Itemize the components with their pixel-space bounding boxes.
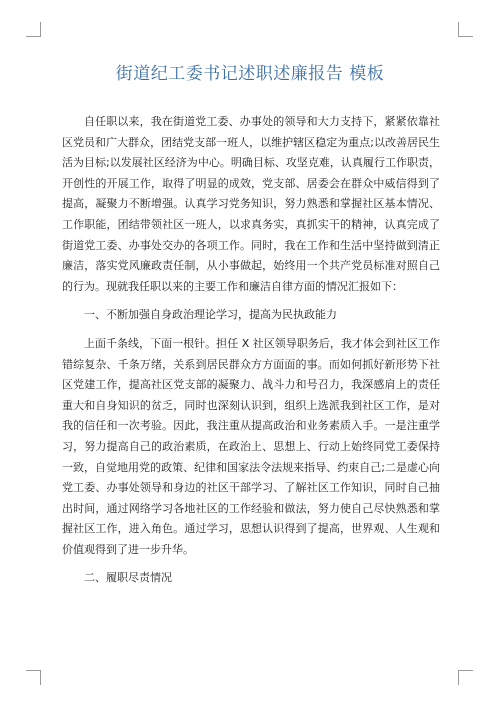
section-heading-1: 一、不断加强自身政治理论学习，提高为民执政能力 — [84, 308, 337, 322]
crop-mark-bottom-right — [458, 670, 473, 685]
crop-mark-top-left — [26, 22, 41, 37]
document-body — [62, 112, 440, 589]
document-title: 街道纪工委书记述职述廉报告 模板 — [115, 64, 385, 84]
crop-mark-top-right — [458, 22, 473, 37]
section-1-paragraph: 上面千条线，下面一根针。担任 X 社区领导职务后，我才体会到社区工作错综复杂、千条万绪，关系到居民群众方方面面的事。而如何抓好新形势下社区党建工作，提高社区党支部的凝聚力、战斗力和号召力，我深感肩上的责任重大和自身知识的贫乏，同时也深刻认识到，组织上选派我到社区工作，是对我的信任和一次考验。因此，我注重从提高政治和业务素质入手。一是注重学习，努力提高自己的政治素质，在政治上、思想上、行动上始终同党工委保持一致，自觉地用党的政策、纪律和国家法令法规来指导、约束自己;二是虚心向党工委、办事处领导和身边的社区干部学习、了解社区工作知识，同时自己抽出时间，通过网络学习各地社区的工作经验和做法，努力使自己尽快熟悉和掌握社区工作，进入角色。通过学习，思想认识得到了提高，世界观、人生观和价值观得到了进一步升华。 — [62, 336, 440, 556]
crop-mark-bottom-left — [26, 670, 41, 685]
intro-paragraph: 自任职以来，我在街道党工委、办事处的领导和大力支持下，紧紧依靠社区党员和广大群众，团结党支部一班人，以维护辖区稳定为重点;以改善居民生活为目标;以发展社区经济为中心。明确目标、攻坚克难，认真履行工作职责，开创性的开展工作，取得了明显的成效，党支部、居委会在群众中威信得到了提高，凝聚力不断增强。认真学习党务知识，努力熟悉和掌握社区基本情况、工作职能，团结带领社区一班人，以求真务实，真抓实干的精神，认真完成了街道党工委、办事处交办的各项工作。同时，我在工作和生活中坚持做到清正廉洁，落实党风廉政责任制，从小事做起，始终用一个共产党员标准对照自己的行为。现就我任职以来的主要工作和廉洁自律方面的情况汇报如下： — [62, 115, 440, 293]
section-heading-2: 二、履职尽责情况 — [84, 571, 172, 585]
